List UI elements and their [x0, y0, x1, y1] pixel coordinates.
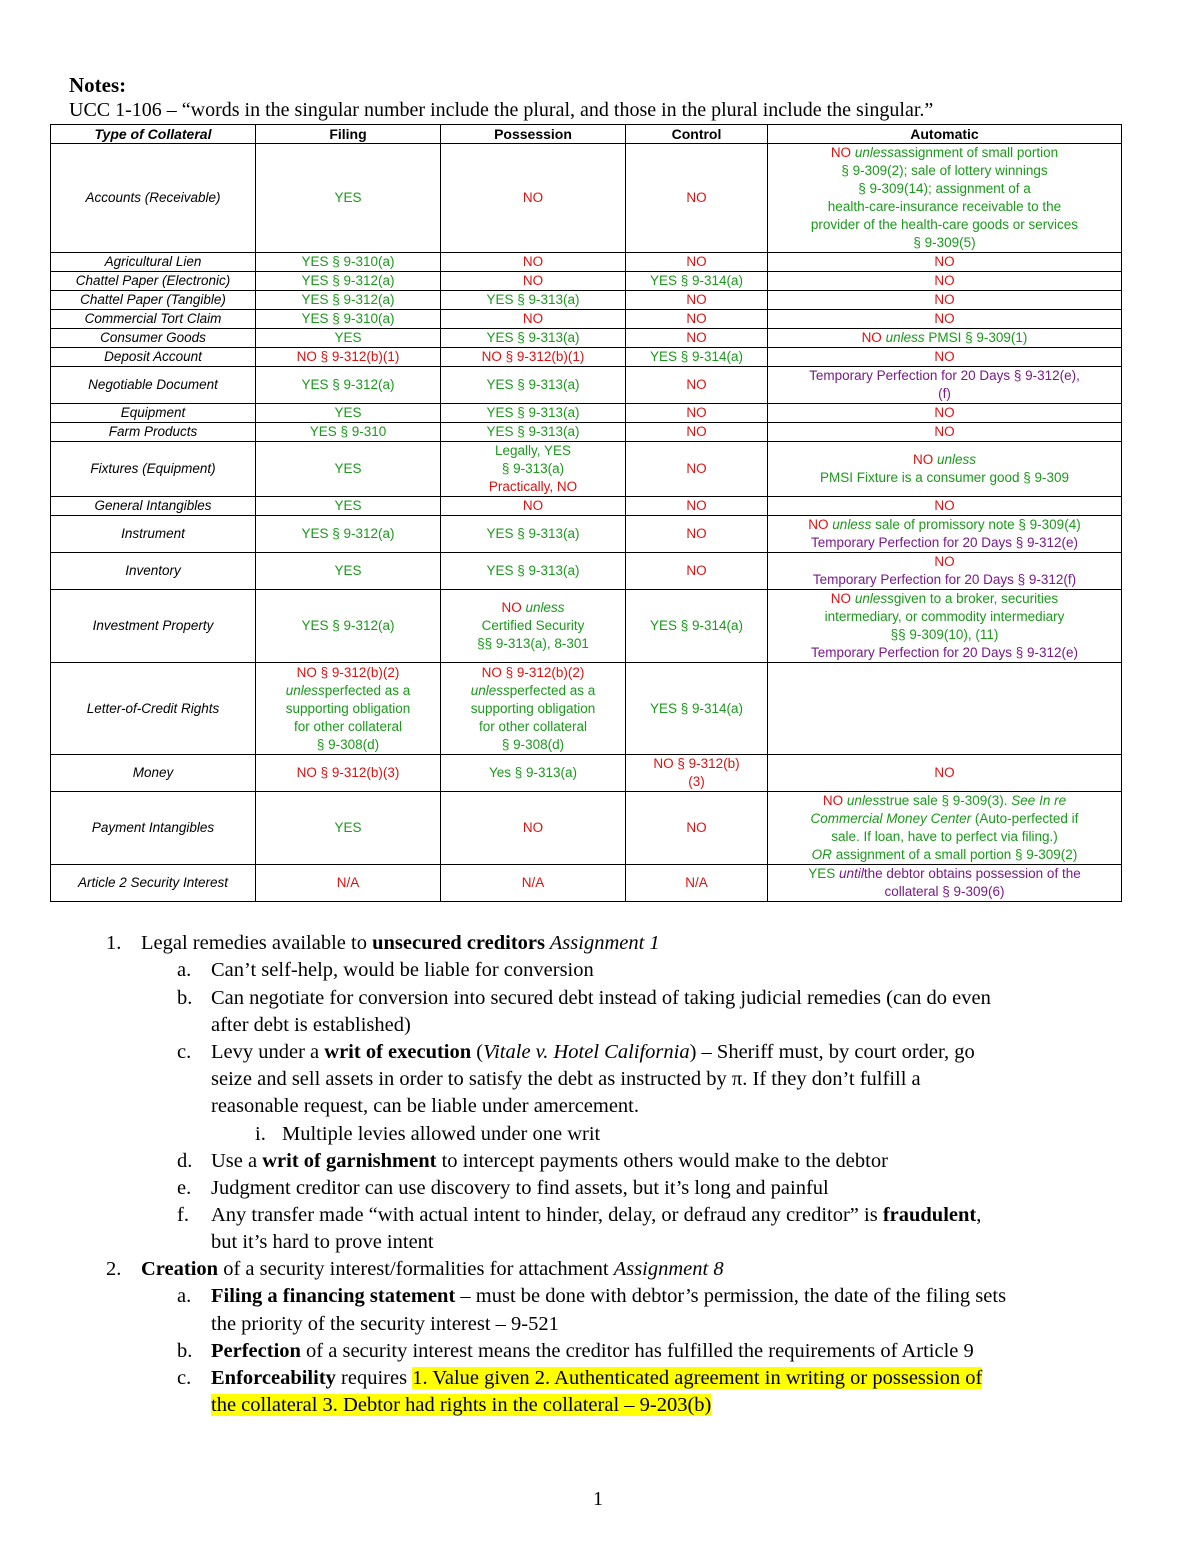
list-text: of a security interest/formalities for attachment	[218, 1258, 614, 1280]
list-letter: f.	[177, 1204, 189, 1226]
table-row	[51, 404, 1122, 423]
possession-text: supporting obligation	[470, 700, 596, 716]
list-item	[211, 1338, 974, 1365]
automatic-cell	[768, 663, 1122, 755]
automatic-text: §§ 9-309(10), (11)	[890, 627, 999, 642]
table-row	[51, 516, 1122, 553]
possession-unless: unless	[470, 682, 510, 698]
type-cell: Article 2 Security Interest	[51, 865, 256, 902]
list-bold: Perfection	[211, 1340, 301, 1362]
list-item-continued: but it’s hard to prove intent	[211, 1231, 434, 1253]
filing-cell: YES	[256, 144, 441, 253]
possession-text: Certified Security	[481, 618, 585, 633]
type-cell: Accounts (Receivable)	[51, 144, 256, 253]
list-text: of a security interest means the creditor has fulfilled the requirements of Article 9	[300, 1340, 974, 1362]
possession-cell: Yes § 9-313(a)	[441, 755, 626, 792]
automatic-cell	[768, 865, 1122, 902]
list-item-continued: after debt is established)	[211, 1014, 411, 1036]
list-text: ) – Sheriff must, by court order, go	[689, 1041, 975, 1063]
header-automatic: Automatic	[768, 125, 1122, 144]
list-text: Levy under a	[211, 1041, 325, 1063]
possession-cell: YES § 9-313(a)	[441, 516, 626, 553]
list-bold: Enforceability	[211, 1367, 336, 1389]
possession-cell: NO	[441, 272, 626, 291]
header-control: Control	[626, 125, 768, 144]
possession-cell: NO § 9-312(b)(1)	[441, 348, 626, 367]
control-cell: NO	[626, 291, 768, 310]
type-cell: Inventory	[51, 553, 256, 590]
list-bold: unsecured creditors	[372, 932, 546, 954]
automatic-no: NO	[830, 145, 852, 160]
table-row	[51, 865, 1122, 902]
list-item	[141, 1256, 724, 1283]
type-cell: Investment Property	[51, 590, 256, 663]
control-cell: NO	[626, 497, 768, 516]
possession-cell: YES § 9-313(a)	[441, 553, 626, 590]
automatic-no: NO	[822, 793, 844, 808]
list-item-continued	[211, 1392, 711, 1419]
control-cell: NO	[626, 423, 768, 442]
type-cell: Letter-of-Credit Rights	[51, 663, 256, 755]
table-row	[51, 553, 1122, 590]
automatic-cell: NO	[768, 253, 1122, 272]
list-bold: writ of garnishment	[262, 1150, 437, 1172]
table-header-row	[51, 125, 1122, 144]
filing-cell: YES § 9-312(a)	[256, 516, 441, 553]
automatic-cell	[768, 516, 1122, 553]
automatic-text: Temporary Perfection for 20 Days § 9-312(e),	[809, 368, 1080, 383]
control-text: (3)	[688, 774, 705, 789]
control-cell: NO	[626, 253, 768, 272]
table-row	[51, 310, 1122, 329]
list-bold: Creation	[141, 1258, 219, 1280]
automatic-cell	[768, 553, 1122, 590]
type-cell: Commercial Tort Claim	[51, 310, 256, 329]
table-row	[51, 442, 1122, 497]
automatic-text: § 9-309(2); sale of lottery winnings	[841, 163, 1048, 178]
list-text: requires	[335, 1367, 413, 1389]
list-item	[211, 1202, 981, 1229]
automatic-cell: NO	[768, 423, 1122, 442]
list-item-continued: seize and sell assets in order to satisfy the debt as instructed by π. If they don’t fulfill a	[211, 1068, 921, 1090]
filing-text: perfected as a	[324, 682, 411, 698]
list-item: Judgment creditor can use discovery to find assets, but it’s long and painful	[211, 1177, 829, 1199]
list-letter: b.	[177, 987, 193, 1009]
automatic-text: sale of promissory note § 9-309(4)	[875, 517, 1081, 532]
automatic-text: health-care-insurance receivable to the	[827, 199, 1062, 214]
possession-text: Practically, NO	[488, 479, 578, 494]
control-cell: NO	[626, 516, 768, 553]
automatic-cell: NO	[768, 310, 1122, 329]
control-cell: NO	[626, 367, 768, 404]
automatic-text: collateral § 9-309(6)	[884, 884, 1005, 899]
list-text: Any transfer made “with actual intent to hinder, delay, or defraud any creditor” is	[211, 1204, 883, 1226]
possession-text: §§ 9-313(a), 8-301	[477, 636, 589, 651]
possession-unless: unless	[525, 600, 565, 615]
possession-text: for other collateral	[478, 718, 588, 734]
automatic-text: sale. If loan, have to perfect via filing.)	[831, 829, 1058, 844]
automatic-unless: unless	[854, 145, 894, 160]
filing-cell: YES	[256, 404, 441, 423]
type-cell: Agricultural Lien	[51, 253, 256, 272]
control-cell: NO	[626, 310, 768, 329]
filing-cell: YES § 9-310(a)	[256, 253, 441, 272]
automatic-no: NO	[808, 517, 829, 532]
possession-text: NO § 9-312(b)(2)	[481, 664, 585, 680]
ucc-rule-text: UCC 1-106 – “words in the singular number include the plural, and those in the plural include the singular.”	[69, 99, 934, 121]
automatic-cell: NO	[768, 404, 1122, 423]
automatic-text: assignment of a small portion § 9-309(2)	[835, 847, 1078, 862]
filing-cell: YES § 9-312(a)	[256, 272, 441, 291]
control-cell: NO	[626, 144, 768, 253]
automatic-cell	[768, 590, 1122, 663]
automatic-text: assignment of small portion	[893, 145, 1059, 160]
filing-cell: YES § 9-310	[256, 423, 441, 442]
list-item	[211, 1365, 982, 1392]
automatic-text: PMSI Fixture is a consumer good § 9-309	[819, 470, 1070, 485]
automatic-case-name: Commercial Money Center	[810, 811, 972, 826]
type-cell: Deposit Account	[51, 348, 256, 367]
type-cell: Fixtures (Equipment)	[51, 442, 256, 497]
highlighted-text: the collateral 3. Debtor had rights in the collateral – 9-203(b)	[211, 1394, 712, 1416]
filing-cell: YES § 9-312(a)	[256, 291, 441, 310]
type-cell: General Intangibles	[51, 497, 256, 516]
filing-cell: NO § 9-312(b)(3)	[256, 755, 441, 792]
control-cell: YES § 9-314(a)	[626, 348, 768, 367]
control-cell: NO	[626, 792, 768, 865]
automatic-text: (Auto-perfected if	[974, 811, 1079, 826]
automatic-unless: unless	[936, 452, 977, 467]
list-letter: d.	[177, 1150, 193, 1172]
table-row	[51, 253, 1122, 272]
automatic-cell: NO	[768, 497, 1122, 516]
possession-cell	[441, 442, 626, 497]
automatic-no: NO	[912, 452, 934, 467]
filing-cell: YES	[256, 497, 441, 516]
list-roman: i.	[255, 1123, 266, 1145]
filing-cell: YES § 9-310(a)	[256, 310, 441, 329]
control-cell	[626, 755, 768, 792]
list-assignment: Assignment 1	[545, 932, 660, 954]
list-text: to intercept payments others would make to the debtor	[436, 1150, 888, 1172]
list-letter: e.	[177, 1177, 192, 1199]
automatic-text: See In re	[1011, 793, 1067, 808]
table-row	[51, 144, 1122, 253]
list-letter: a.	[177, 959, 192, 981]
automatic-text: (f)	[938, 386, 951, 401]
list-number: 2.	[106, 1258, 122, 1280]
filing-text: NO § 9-312(b)(2)	[296, 664, 400, 680]
filing-cell: YES	[256, 553, 441, 590]
automatic-unless: unless	[854, 591, 894, 606]
automatic-unless: unless	[885, 330, 925, 345]
filing-text: § 9-308(d)	[316, 736, 380, 752]
control-cell: YES § 9-314(a)	[626, 272, 768, 291]
automatic-yes: YES	[808, 866, 836, 881]
header-possession: Possession	[441, 125, 626, 144]
page-number: 1	[593, 1488, 603, 1510]
list-text: Use a	[211, 1150, 263, 1172]
list-item-continued: the priority of the security interest – 9-521	[211, 1313, 559, 1335]
collateral-perfection-table	[50, 124, 1122, 902]
type-cell: Equipment	[51, 404, 256, 423]
list-bold: fraudulent	[882, 1204, 977, 1226]
automatic-text: given to a broker, securities	[893, 591, 1059, 606]
filing-text: for other collateral	[293, 718, 403, 734]
possession-cell: YES § 9-313(a)	[441, 404, 626, 423]
filing-text: supporting obligation	[285, 700, 411, 716]
possession-cell: YES § 9-313(a)	[441, 291, 626, 310]
list-item: Multiple levies allowed under one writ	[282, 1123, 601, 1145]
possession-cell: YES § 9-313(a)	[441, 423, 626, 442]
automatic-text: Temporary Perfection for 20 Days § 9-312(e)	[810, 645, 1079, 660]
list-letter: c.	[177, 1367, 192, 1389]
automatic-cell	[768, 329, 1122, 348]
automatic-text: PMSI § 9-309(1)	[928, 330, 1028, 345]
filing-cell: YES	[256, 792, 441, 865]
header-type: Type of Collateral	[51, 125, 256, 144]
control-cell: N/A	[626, 865, 768, 902]
control-cell: NO	[626, 404, 768, 423]
automatic-text: § 9-309(14); assignment of a	[858, 181, 1031, 196]
possession-text: § 9-313(a)	[501, 461, 565, 476]
type-cell: Instrument	[51, 516, 256, 553]
table-row	[51, 329, 1122, 348]
list-item	[211, 1148, 888, 1175]
automatic-no: NO	[861, 330, 882, 345]
possession-text: Legally, YES	[494, 443, 572, 458]
type-cell: Consumer Goods	[51, 329, 256, 348]
filing-cell: YES	[256, 329, 441, 348]
filing-cell: NO § 9-312(b)(1)	[256, 348, 441, 367]
table-row	[51, 755, 1122, 792]
filing-cell	[256, 663, 441, 755]
list-bold: Filing a financing statement	[211, 1285, 456, 1307]
list-item: Can’t self-help, would be liable for conversion	[211, 959, 594, 981]
table-row	[51, 792, 1122, 865]
table-row	[51, 663, 1122, 755]
type-cell: Chattel Paper (Electronic)	[51, 272, 256, 291]
case-name: Vitale v. Hotel California	[483, 1041, 690, 1063]
possession-cell: NO	[441, 792, 626, 865]
automatic-text: intermediary, or commodity intermediary	[824, 609, 1065, 624]
automatic-text: Temporary Perfection for 20 Days § 9-312(f)	[812, 572, 1077, 587]
automatic-text: provider of the health-care goods or services	[810, 217, 1079, 232]
filing-cell: YES § 9-312(a)	[256, 590, 441, 663]
table-row	[51, 291, 1122, 310]
automatic-cell: NO	[768, 272, 1122, 291]
automatic-text: true sale § 9-309(3).	[885, 793, 1008, 808]
filing-unless: unless	[285, 682, 325, 698]
control-cell: NO	[626, 442, 768, 497]
automatic-cell	[768, 442, 1122, 497]
table-row	[51, 367, 1122, 404]
table-row	[51, 272, 1122, 291]
automatic-no: NO	[830, 591, 852, 606]
type-cell: Farm Products	[51, 423, 256, 442]
possession-cell: N/A	[441, 865, 626, 902]
filing-cell: YES § 9-312(a)	[256, 367, 441, 404]
type-cell: Money	[51, 755, 256, 792]
list-assignment: Assignment 8	[613, 1258, 724, 1280]
list-letter: a.	[177, 1285, 192, 1307]
notes-title: Notes:	[69, 73, 127, 97]
possession-cell: YES § 9-313(a)	[441, 367, 626, 404]
list-item	[141, 930, 660, 957]
automatic-cell	[768, 792, 1122, 865]
type-cell: Chattel Paper (Tangible)	[51, 291, 256, 310]
list-text: (	[471, 1041, 484, 1063]
list-item	[211, 1039, 975, 1066]
automatic-cell: NO	[768, 755, 1122, 792]
list-item	[211, 1283, 1006, 1310]
possession-no: NO	[501, 600, 522, 615]
control-cell: NO	[626, 553, 768, 590]
automatic-text: OR	[811, 847, 832, 862]
list-text: – must be done with debtor’s permission, the date of the filing sets	[455, 1285, 1007, 1307]
possession-cell: NO	[441, 253, 626, 272]
list-item: Can negotiate for conversion into secured debt instead of taking judicial remedies (can do even	[211, 987, 991, 1009]
list-letter: b.	[177, 1340, 193, 1362]
header-filing: Filing	[256, 125, 441, 144]
automatic-until: until	[839, 866, 864, 881]
table-row	[51, 590, 1122, 663]
automatic-unless: unless	[846, 793, 886, 808]
possession-cell: NO	[441, 310, 626, 329]
possession-cell	[441, 590, 626, 663]
list-text: ,	[976, 1204, 982, 1226]
possession-cell	[441, 663, 626, 755]
automatic-cell	[768, 144, 1122, 253]
table-row	[51, 348, 1122, 367]
list-letter: c.	[177, 1041, 192, 1063]
list-bold: writ of execution	[324, 1041, 472, 1063]
automatic-cell	[768, 367, 1122, 404]
possession-cell: NO	[441, 144, 626, 253]
possession-text: § 9-308(d)	[501, 736, 565, 752]
list-item-continued: reasonable request, can be liable under amercement.	[211, 1095, 640, 1117]
automatic-text: the debtor obtains possession of the	[863, 866, 1081, 881]
automatic-unless: unless	[832, 517, 872, 532]
automatic-cell: NO	[768, 291, 1122, 310]
type-cell: Payment Intangibles	[51, 792, 256, 865]
filing-cell: N/A	[256, 865, 441, 902]
automatic-text: Temporary Perfection for 20 Days § 9-312(e)	[810, 535, 1079, 550]
control-text: NO § 9-312(b)	[653, 756, 740, 771]
automatic-cell: NO	[768, 348, 1122, 367]
possession-cell: YES § 9-313(a)	[441, 329, 626, 348]
automatic-no: NO	[934, 554, 955, 569]
type-cell: Negotiable Document	[51, 367, 256, 404]
possession-cell: NO	[441, 497, 626, 516]
highlighted-text: 1. Value given 2. Authenticated agreement in writing or possession of	[412, 1367, 983, 1389]
filing-cell: YES	[256, 442, 441, 497]
list-number: 1.	[106, 932, 122, 954]
list-text: Legal remedies available to	[141, 932, 373, 954]
control-cell: YES § 9-314(a)	[626, 590, 768, 663]
table-row	[51, 423, 1122, 442]
automatic-text: § 9-309(5)	[913, 235, 976, 250]
possession-text: perfected as a	[509, 682, 596, 698]
table-row	[51, 497, 1122, 516]
control-cell: YES § 9-314(a)	[626, 663, 768, 755]
control-cell: NO	[626, 329, 768, 348]
